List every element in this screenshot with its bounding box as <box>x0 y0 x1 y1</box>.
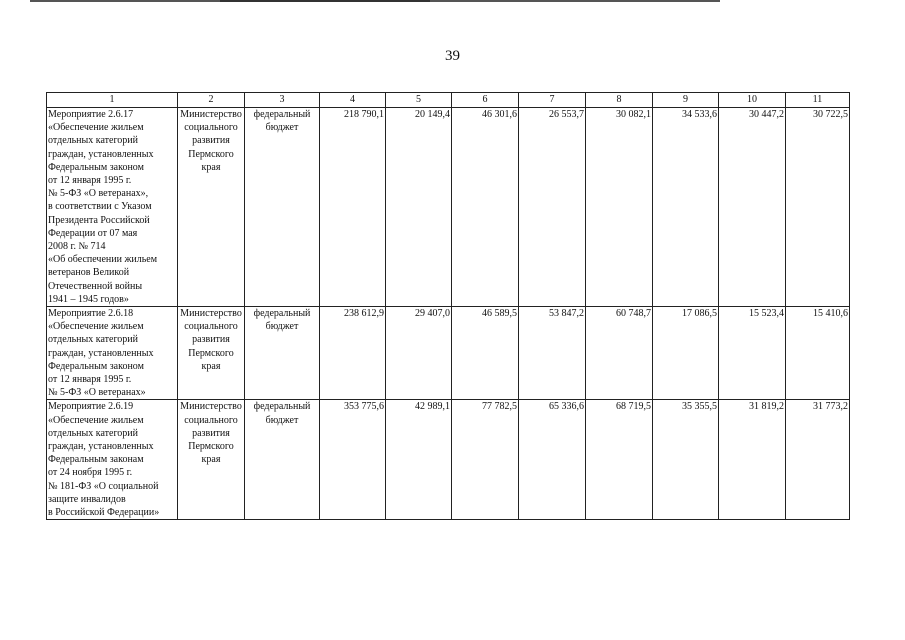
amount-cell: 34 533,6 <box>653 108 719 307</box>
activity-name-cell-line: № 181-ФЗ «О социальной <box>48 480 159 492</box>
activity-name-cell-line: защите инвалидов <box>48 493 126 505</box>
activity-name-cell-line: Федерации от 07 мая <box>48 227 138 239</box>
amount-cell: 30 722,5 <box>786 108 850 307</box>
amount-cell: 30 447,2 <box>719 108 786 307</box>
activity-name-cell-line: № 5-ФЗ «О ветеранах» <box>48 387 146 399</box>
activity-name-cell-line: Федеральным законом <box>48 360 144 372</box>
amount-cell: 46 589,5 <box>452 307 519 400</box>
activity-name-cell <box>47 307 178 400</box>
executor-cell-line: развития <box>192 427 230 439</box>
table-row <box>47 307 850 400</box>
activity-name-cell-line: Отечественной войны <box>48 280 143 292</box>
activity-name-cell-line: Президента Российской <box>48 214 150 226</box>
table-row <box>47 108 850 307</box>
header-cell: 8 <box>586 93 653 108</box>
activity-name-cell <box>47 400 178 520</box>
amount-cell: 31 773,2 <box>786 400 850 520</box>
amount-cell: 35 355,5 <box>653 400 719 520</box>
header-cell: 6 <box>452 93 519 108</box>
funding-source-cell-line: бюджет <box>265 321 299 333</box>
amount-cell: 30 082,1 <box>586 108 653 307</box>
activity-name-cell-line: отдельных категорий <box>48 427 139 439</box>
activity-name-cell-line: «Обеспечение жильем <box>48 414 144 426</box>
amount-cell: 68 719,5 <box>586 400 653 520</box>
amount-cell: 53 847,2 <box>519 307 586 400</box>
executor-cell <box>178 108 245 307</box>
activity-name-cell-line: Мероприятие 2.6.18 <box>48 308 134 320</box>
table-header <box>47 93 850 108</box>
amount-cell: 26 553,7 <box>519 108 586 307</box>
amount-cell: 218 790,1 <box>320 108 386 307</box>
amount-cell: 15 523,4 <box>719 307 786 400</box>
table-row <box>47 400 850 520</box>
executor-cell-line: края <box>201 454 221 466</box>
executor-cell-line: социального <box>184 321 238 333</box>
activity-name-cell-line: граждан, установленных <box>48 148 154 160</box>
executor-cell-line: Министерство <box>180 109 242 120</box>
activity-name-cell-line: «Об обеспечении жильем <box>48 254 158 266</box>
amount-cell: 29 407,0 <box>386 307 452 400</box>
funding-source-cell-line: федеральный <box>253 308 311 320</box>
program-table <box>46 92 850 520</box>
executor-cell-line: края <box>201 161 221 173</box>
header-cell: 9 <box>653 93 719 108</box>
amount-cell: 31 819,2 <box>719 400 786 520</box>
amount-cell: 77 782,5 <box>452 400 519 520</box>
executor-cell-line: развития <box>192 334 230 346</box>
header-cell: 11 <box>786 93 850 108</box>
funding-source-cell <box>245 400 320 520</box>
activity-name-cell-line: ветеранов Великой <box>48 267 130 279</box>
funding-source-cell <box>245 108 320 307</box>
activity-name-cell-line: 1941 – 1945 годов» <box>48 293 129 305</box>
executor-cell-line: развития <box>192 135 230 147</box>
page-number: 39 <box>445 48 460 64</box>
executor-cell-line: Пермского <box>188 347 234 359</box>
amount-cell: 65 336,6 <box>519 400 586 520</box>
activity-name-cell-line: от 24 ноября 1995 г. <box>48 467 133 479</box>
activity-name-cell-line: «Обеспечение жильем <box>48 122 144 134</box>
header-cell: 2 <box>178 93 245 108</box>
scan-edge-line-dark <box>220 0 430 2</box>
header-cell: 10 <box>719 93 786 108</box>
activity-name-cell-line: от 12 января 1995 г. <box>48 175 132 187</box>
executor-cell <box>178 400 245 520</box>
executor-cell-line: Министерство <box>180 308 242 320</box>
activity-name-cell-line: от 12 января 1995 г. <box>48 374 132 386</box>
activity-name-cell-line: Мероприятие 2.6.17 <box>48 109 134 120</box>
activity-name-cell-line: № 5-ФЗ «О ветеранах», <box>48 188 149 200</box>
activity-name-cell-line: отдельных категорий <box>48 135 139 147</box>
activity-name-cell-line: в Российской Федерации» <box>48 507 160 519</box>
header-cell: 7 <box>519 93 586 108</box>
amount-cell: 238 612,9 <box>320 307 386 400</box>
amount-cell: 20 149,4 <box>386 108 452 307</box>
amount-cell: 42 989,1 <box>386 400 452 520</box>
activity-name-cell-line: «Обеспечение жильем <box>48 321 144 333</box>
amount-cell: 46 301,6 <box>452 108 519 307</box>
activity-name-cell-line: граждан, установленных <box>48 347 154 359</box>
executor-cell-line: Министерство <box>180 401 242 413</box>
executor-cell-line: края <box>201 360 221 372</box>
funding-source-cell <box>245 307 320 400</box>
header-cell: 3 <box>245 93 320 108</box>
activity-name-cell-line: граждан, установленных <box>48 441 154 453</box>
funding-source-cell-line: федеральный <box>253 109 311 120</box>
executor-cell-line: Пермского <box>188 148 234 160</box>
activity-name-cell <box>47 108 178 307</box>
header-cell: 4 <box>320 93 386 108</box>
amount-cell: 60 748,7 <box>586 307 653 400</box>
amount-cell: 15 410,6 <box>786 307 850 400</box>
activity-name-cell-line: Мероприятие 2.6.19 <box>48 401 134 413</box>
executor-cell-line: социального <box>184 122 238 134</box>
amount-cell: 353 775,6 <box>320 400 386 520</box>
executor-cell <box>178 307 245 400</box>
executor-cell-line: социального <box>184 414 238 426</box>
activity-name-cell-line: Федеральным законам <box>48 454 144 466</box>
header-cell: 1 <box>47 93 178 108</box>
funding-source-cell-line: бюджет <box>265 414 299 426</box>
activity-name-cell-line: отдельных категорий <box>48 334 139 346</box>
header-row <box>47 93 850 108</box>
amount-cell: 17 086,5 <box>653 307 719 400</box>
activity-name-cell-line: 2008 г. № 714 <box>48 241 106 253</box>
funding-source-cell-line: федеральный <box>253 401 311 413</box>
table-body <box>47 108 850 520</box>
activity-name-cell-line: Федеральным законом <box>48 161 144 173</box>
funding-source-cell-line: бюджет <box>265 122 299 134</box>
activity-name-cell-line: в соответствии с Указом <box>48 201 152 213</box>
executor-cell-line: Пермского <box>188 441 234 453</box>
header-cell: 5 <box>386 93 452 108</box>
